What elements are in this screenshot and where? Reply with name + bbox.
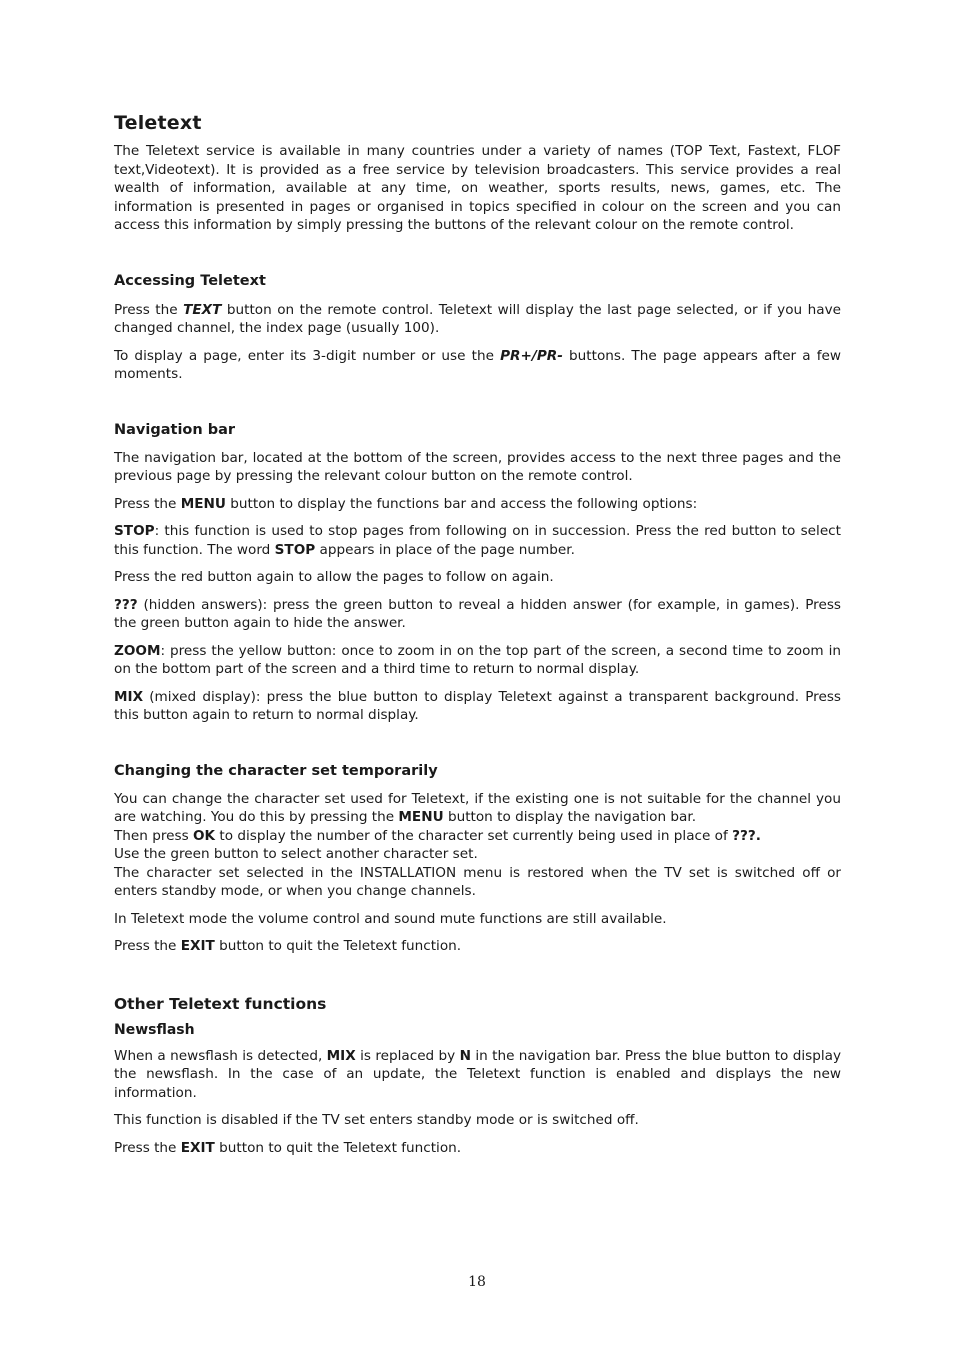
page-number: 18 [468,1274,486,1290]
intro-paragraph: The Teletext service is available in many countries under a variety of names (TOP Text, Fastext, FLOF text,Videotext). It is provided as a free service by television broadcasters. This service provides a real wealth of information, available at any time, on weather, sports results, news, games, etc. The information is presented in pages or organised in topics specified in colour on the screen and you can access this information by simply pressing the buttons of the relevant colour on the remote control. [114,143,841,233]
text-key: TEXT [183,301,222,318]
navigation-paragraph-1: The navigation bar, located at the bottom of the screen, provides access to the next three pages and the previous page by pressing the relevant colour button on the remote control. [114,449,841,484]
exit-key: EXIT [180,938,215,954]
red-again-paragraph: Press the red button again to allow the pages to follow on again. [114,569,554,585]
zoom-key: ZOOM [114,642,161,659]
pr-key: PR+/PR- [500,347,563,364]
heading-character-set: Changing the character set temporarily [114,762,438,779]
accessing-paragraph-1: Press the TEXT button on the remote control. Teletext will display the last page selected, or if you have changed channel, the index page (usually 100). [114,301,841,336]
mix-paragraph: MIX (mixed display): press the blue button to display Teletext against a transparent background. Press this button again to return to normal display. [114,688,841,723]
heading-accessing-teletext: Accessing Teletext [114,272,266,289]
ok-key: OK [193,827,216,844]
page-title: Teletext [114,112,202,134]
page-content [114,112,841,1166]
heading-newsflash: Newsflash [114,1021,195,1038]
zoom-paragraph: ZOOM: press the yellow button: once to zoom in on the top part of the screen, a second time to zoom in on the bottom part of the screen and a third time to return to normal display. [114,642,841,677]
hidden-paragraph: ??? (hidden answers): press the green button to reveal a hidden answer (for example, in games). Press the green button again to hide the answer. [114,596,841,631]
hidden-key: ??? [114,596,138,613]
newsflash-paragraph-2: This function is disabled if the TV set enters standby mode or is switched off. [114,1112,639,1128]
menu-key: MENU [180,495,226,512]
newsflash-paragraph-1: When a newsflash is detected, MIX is replaced by N in the navigation bar. Press the blue button to display the newsflash. In the case of an update, the Teletext function is enabled and displays the new information. [114,1047,841,1101]
heading-other-functions: Other Teletext functions [114,994,327,1013]
stop-paragraph: STOP: this function is used to stop pages from following on in succession. Press the red button to select this function. The word STOP appears in place of the page number. [114,523,841,558]
charset-paragraph-3: Press the EXIT button to quit the Teletext function. [114,938,462,954]
charset-paragraph-2: In Teletext mode the volume control and sound mute functions are still available. [114,910,667,927]
stop-key: STOP [114,523,155,539]
accessing-paragraph-2: To display a page, enter its 3-digit number or use the PR+/PR- buttons. The page appears after a few moments. [114,347,841,382]
mix-key: MIX [114,688,144,705]
newsflash-paragraph-3: Press the EXIT button to quit the Teletext function. [114,1139,462,1156]
heading-navigation-bar: Navigation bar [114,421,236,438]
charset-paragraph-1: You can change the character set used for Teletext, if the existing one is not suitable for the channel you are watching. You do this by pressing the MENU button to display the navigation bar. Then press OK to display the number of the character set currently being used in place of ???. Use the green button to select another character set. The character set selected in the INSTALLATION menu is restored when the TV set is switched off or enters standby mode, or when you change channels. [114,790,841,899]
navigation-paragraph-2: Press the MENU button to display the functions bar and access the following options: [114,495,698,512]
